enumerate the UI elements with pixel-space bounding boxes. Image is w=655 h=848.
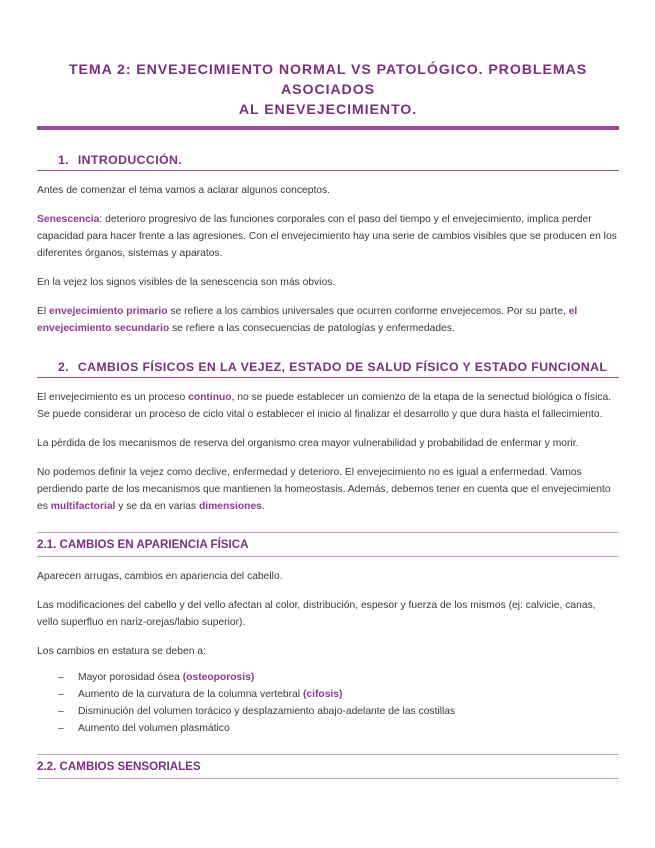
section-heading-introduccion (37, 152, 619, 171)
highlighted-term: multifactorial (50, 501, 116, 512)
paragraph (37, 568, 619, 585)
highlighted-term: (cifosis) (302, 689, 343, 700)
paragraph-text: El envejecimiento es un proceso (37, 392, 189, 403)
list-item-text: Aumento del volumen plasmático (78, 723, 230, 734)
paragraph (37, 389, 619, 423)
paragraph (37, 182, 619, 199)
highlighted-term: Senescencia (37, 214, 100, 225)
paragraph (37, 597, 619, 631)
section-number: 2. (58, 360, 70, 374)
paragraph-text: : deterioro progresivo de las funciones corporales con el paso del tiempo y el envejecimiento, implica perder capacidad para hacer frente a las agresiones. Con el envejecimiento hay una serie de cambios visibles que se producen en los diferentes órganos, sistemas y aparatos. (37, 214, 617, 259)
dash-bullet: – (58, 672, 64, 683)
paragraph-text: No podemos definir la vejez como declive, enfermedad y deterioro. El envejecimiento no es igual a enfermedad. Vamos perdiendo parte de los mecanismos que mantienen la homeostasis. Además, debemos tener en cuenta que el envejecimiento es (37, 467, 611, 512)
highlighted-term: continuo (188, 392, 232, 403)
section-title: INTRODUCCIÓN. (77, 153, 183, 167)
title-line-2: AL ENEVEJECIMIENTO. (238, 102, 418, 118)
paragraph-text: La pérdida de los mecanismos de reserva del organismo crea mayor vulnerabilidad y probabilidad de enfermar y morir. (37, 438, 579, 449)
list-item (37, 720, 619, 737)
paragraph-senescencia (37, 211, 619, 262)
paragraph-text: se refiere a las consecuencias de patologías y enfermedades. (169, 323, 455, 334)
highlighted-term: (osteoporosis) (182, 672, 255, 683)
highlighted-term: envejecimiento primario (49, 306, 168, 317)
stature-changes-list (37, 669, 619, 737)
document-page (37, 0, 619, 779)
paragraph-text: y se da en varias (115, 501, 199, 512)
paragraph-text: Las modificaciones del cabello y del vello afectan al color, distribución, espesor y fuerza de los mismos (ej: calvicie, canas, vello superfluo en nariz-orejas/labio superior). (37, 600, 596, 628)
paragraph-text: Aparecen arrugas, cambios en apariencia del cabello. (37, 571, 283, 582)
highlighted-term: el envejecimiento secundario (37, 306, 578, 334)
subsection-heading-sensoriales: 2.2. CAMBIOS SENSORIALES (37, 754, 619, 779)
paragraph (37, 274, 619, 291)
paragraph-text: En la vejez los signos visibles de la senescencia son más obvios. (37, 277, 336, 288)
paragraph (37, 464, 619, 515)
paragraph-text: Los cambios en estatura se deben a: (37, 646, 206, 657)
paragraph-text: se refiere a los cambios universales que ocurren conforme envejecemos. Por su parte, (167, 306, 569, 317)
list-item-text: Disminución del volumen torácico y desplazamiento abajo-adelante de las costillas (78, 706, 456, 717)
document-title (37, 60, 619, 120)
list-item-text: Aumento de la curvatura de la columna vertebral (78, 689, 303, 700)
highlighted-term: dimensiones (198, 501, 262, 512)
section-title: CAMBIOS FÍSICOS EN LA VEJEZ, ESTADO DE SALUD FÍSICO Y ESTADO FUNCIONAL (77, 360, 608, 374)
paragraph-envejecimiento (37, 303, 619, 337)
paragraph-text: Antes de comenzar el tema vamos a aclarar algunos conceptos. (37, 185, 331, 196)
paragraph (37, 643, 619, 660)
paragraph-text: , no se puede establecer un comienzo de la etapa de la senectud biológica o física. Se puede considerar un proceso de ciclo vital o establecer el inicio al finalizar el desarrollo y que dura hasta el fallecimiento. (37, 392, 612, 420)
dash-bullet: – (58, 723, 64, 734)
dash-bullet: – (58, 706, 64, 717)
section-heading-cambios-fisicos (37, 359, 619, 378)
dash-bullet: – (58, 689, 64, 700)
title-underline (37, 126, 619, 130)
paragraph-text: El (37, 306, 50, 317)
list-item (37, 703, 619, 720)
subsection-heading-apariencia: 2.1. CAMBIOS EN APARIENCIA FÍSICA (37, 532, 619, 557)
list-item (37, 686, 619, 703)
paragraph (37, 435, 619, 452)
section-number: 1. (58, 153, 70, 167)
list-item (37, 669, 619, 686)
paragraph-text: . (261, 501, 265, 512)
title-line-1: TEMA 2: ENVEJECIMIENTO NORMAL VS PATOLÓGICO. PROBLEMAS ASOCIADOS (68, 62, 588, 98)
list-item-text: Mayor porosidad ósea (78, 672, 183, 683)
